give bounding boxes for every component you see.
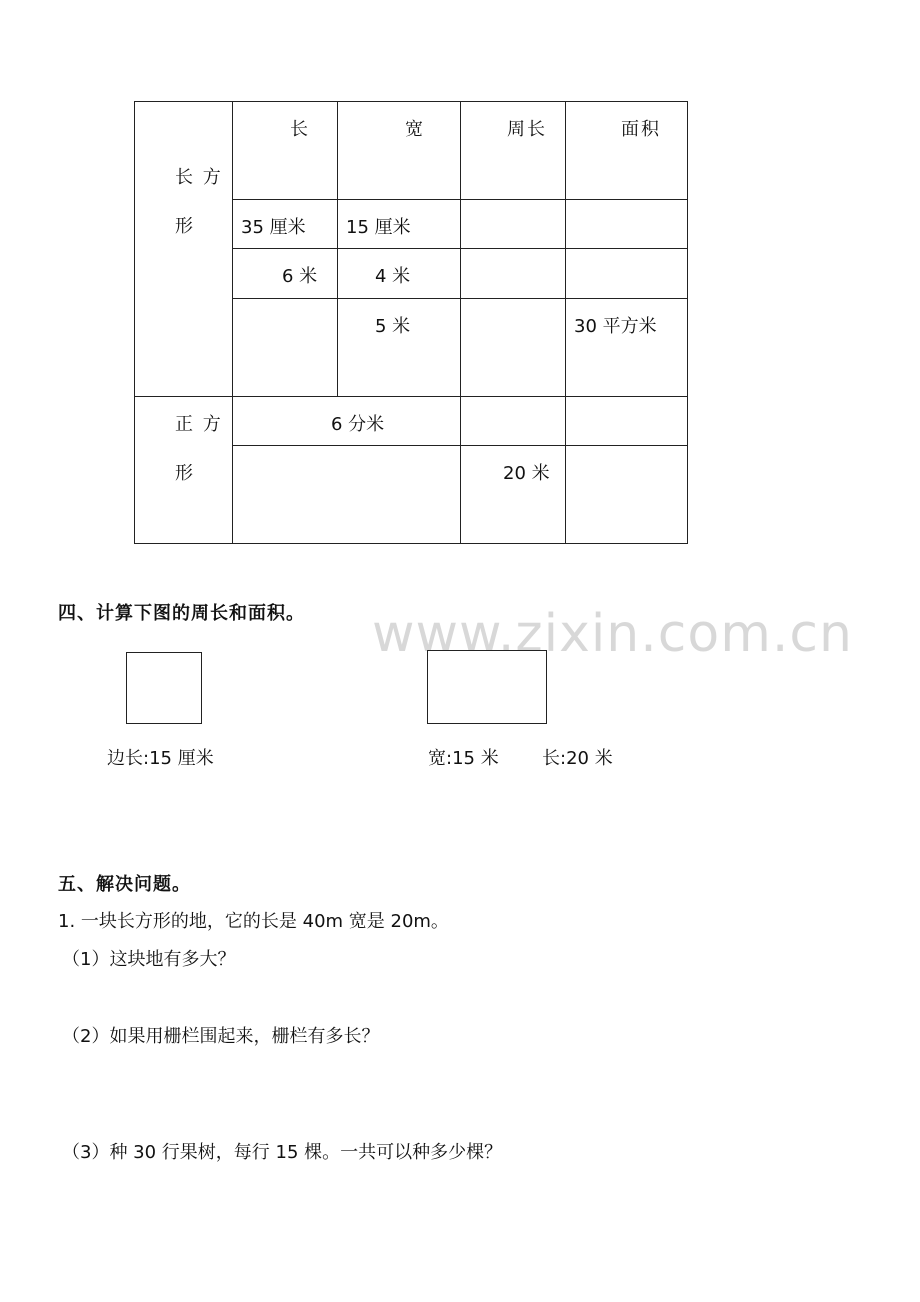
rect-row1-length: 35 厘米 (241, 217, 306, 238)
rectangle-figure (427, 650, 547, 724)
rect-width-caption: 宽:15 米 (428, 748, 499, 769)
header-length: 长 (290, 119, 308, 140)
section5-heading: 五、解决问题。 (58, 874, 191, 895)
watermark: www.zixin.com.cn (372, 604, 853, 664)
square-figure (126, 652, 202, 724)
square-row2-perimeter: 20 米 (503, 463, 550, 484)
header-width: 宽 (405, 119, 423, 140)
rect-length-caption: 长:20 米 (542, 748, 613, 769)
rect-row3-area: 30 平方米 (574, 316, 657, 337)
question3: （3）种 30 行果树，每行 15 棵。一共可以种多少棵？ (62, 1142, 503, 1163)
square-label-line2: 形 (175, 463, 193, 484)
square-row1-side: 6 分米 (331, 414, 385, 435)
header-area: 面积 (621, 119, 661, 140)
problem1-text: 1. 一块长方形的地，它的长是 40m 宽是 20m。 (58, 911, 449, 932)
question1: （1）这块地有多大？ (62, 949, 236, 970)
rect-row2-width: 4 米 (375, 266, 411, 287)
rect-row2-length: 6 米 (282, 266, 318, 287)
square-label-line1: 正 方 (175, 414, 223, 435)
header-perimeter: 周长 (507, 119, 547, 140)
question2: （2）如果用栅栏围起来，栅栏有多长？ (62, 1026, 380, 1047)
section4-heading: 四、计算下图的周长和面积。 (58, 603, 305, 624)
square-caption: 边长:15 厘米 (107, 748, 214, 769)
rectangle-label-line2: 形 (175, 216, 193, 237)
rectangle-label-line1: 长 方 (175, 167, 223, 188)
rect-row3-width: 5 米 (375, 316, 411, 337)
rect-row1-width: 15 厘米 (346, 217, 411, 238)
